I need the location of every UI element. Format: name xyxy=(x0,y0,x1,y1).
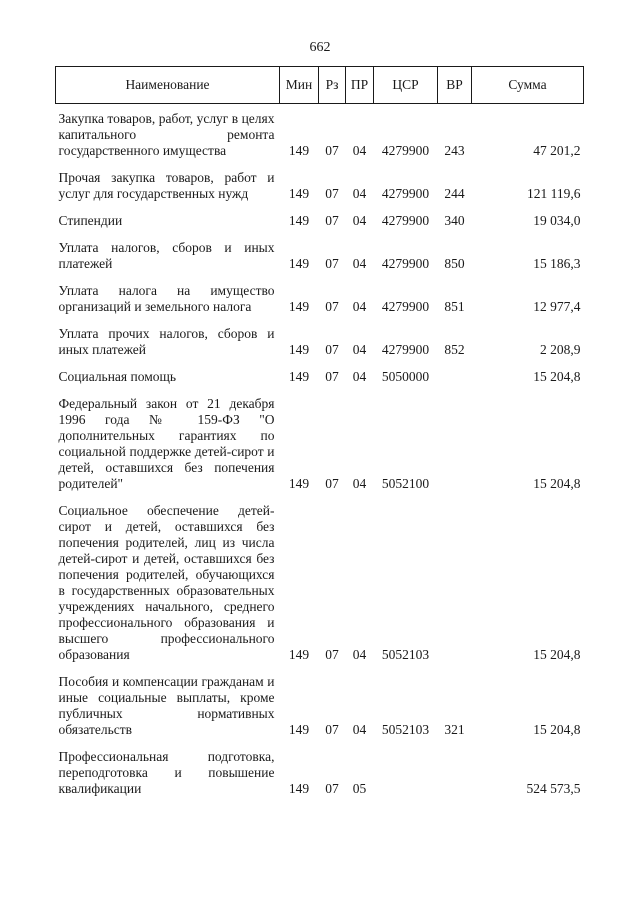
cell-sum: 2 208,9 xyxy=(540,342,581,357)
cell-name: Пособия и компенсации гражданам и иные социальные выплаты, кроме публичных нормативных обязательств xyxy=(58,674,275,737)
cell-sum: 19 034,0 xyxy=(533,213,581,228)
page-number: 662 xyxy=(309,40,331,55)
header-min: Мин xyxy=(280,67,319,104)
cell-rz: 07 xyxy=(325,647,339,662)
cell-vr: 851 xyxy=(444,299,465,314)
cell-rz: 07 xyxy=(325,369,339,384)
cell-sum: 15 204,8 xyxy=(533,369,581,384)
cell-csr: 5052103 xyxy=(381,647,430,662)
table-row xyxy=(56,319,584,362)
cell-name: Профессиональная подготовка, переподготовка и повышение квалификации xyxy=(58,749,275,796)
cell-pr: 04 xyxy=(352,256,367,271)
table-row xyxy=(56,276,584,319)
cell-min: 149 xyxy=(288,143,310,158)
cell-name: Социальное обеспечение детей-сирот и детей, оставшихся без попечения родителей, лиц из числа детей-сирот и детей, оставшихся без попечения родителей, обучающихся в государственных образовательных учреждениях начального, среднего профессионального образования и высшего профессионального образования xyxy=(58,503,275,662)
table-row xyxy=(56,362,584,389)
cell-pr: 04 xyxy=(352,342,367,357)
table-row xyxy=(56,667,584,742)
header-vr: ВР xyxy=(438,67,472,104)
cell-rz: 07 xyxy=(325,256,339,271)
cell-vr: 321 xyxy=(444,722,465,737)
cell-vr: 850 xyxy=(444,256,465,271)
cell-pr: 04 xyxy=(352,722,367,737)
cell-pr: 04 xyxy=(352,369,367,384)
table-row xyxy=(56,496,584,667)
cell-csr: 4279900 xyxy=(381,143,430,158)
cell-min: 149 xyxy=(288,342,310,357)
cell-pr: 04 xyxy=(352,647,367,662)
cell-rz: 07 xyxy=(325,476,339,491)
cell-vr: 340 xyxy=(444,213,465,228)
cell-csr: 4279900 xyxy=(381,342,430,357)
cell-pr: 04 xyxy=(352,186,367,201)
cell-vr xyxy=(438,389,472,496)
cell-sum: 15 204,8 xyxy=(533,722,581,737)
budget-table xyxy=(55,66,584,801)
cell-csr: 4279900 xyxy=(381,213,430,228)
header-sum: Сумма xyxy=(472,67,584,104)
cell-rz: 07 xyxy=(325,143,339,158)
cell-csr: 4279900 xyxy=(381,186,430,201)
cell-name: Стипендии xyxy=(58,213,123,228)
cell-vr xyxy=(438,362,472,389)
cell-csr: 5050000 xyxy=(381,369,430,384)
cell-min: 149 xyxy=(288,256,310,271)
cell-csr: 4279900 xyxy=(381,256,430,271)
cell-rz: 07 xyxy=(325,186,339,201)
table-row xyxy=(56,233,584,276)
cell-min: 149 xyxy=(288,186,310,201)
cell-pr: 04 xyxy=(352,476,367,491)
cell-sum: 121 119,6 xyxy=(527,186,581,201)
cell-name: Федеральный закон от 21 декабря 1996 года № 159-ФЗ "О дополнительных гарантиях по социальной поддержке детей-сирот и детей, оставшихся без попечения родителей" xyxy=(58,396,275,491)
cell-pr: 04 xyxy=(352,143,367,158)
cell-min: 149 xyxy=(288,781,310,796)
cell-sum: 15 204,8 xyxy=(533,476,581,491)
cell-vr: 243 xyxy=(444,143,465,158)
cell-sum: 15 204,8 xyxy=(533,647,581,662)
table-row xyxy=(56,104,584,164)
cell-pr: 04 xyxy=(352,299,367,314)
cell-rz: 07 xyxy=(325,781,339,796)
cell-name: Уплата налогов, сборов и иных платежей xyxy=(58,240,275,271)
cell-rz: 07 xyxy=(325,342,339,357)
cell-vr: 244 xyxy=(444,186,465,201)
cell-vr xyxy=(438,496,472,667)
header-csr: ЦСР xyxy=(374,67,438,104)
cell-min: 149 xyxy=(288,722,310,737)
table-row xyxy=(56,389,584,496)
header-pr: ПР xyxy=(346,67,374,104)
cell-name: Прочая закупка товаров, работ и услуг для государственных нужд xyxy=(58,170,275,201)
cell-vr xyxy=(438,742,472,801)
table-header-row xyxy=(56,67,584,104)
cell-rz: 07 xyxy=(325,299,339,314)
cell-min: 149 xyxy=(288,369,310,384)
cell-sum: 47 201,2 xyxy=(533,143,581,158)
cell-min: 149 xyxy=(288,299,310,314)
cell-vr: 852 xyxy=(444,342,465,357)
header-rz: Рз xyxy=(319,67,346,104)
cell-name: Уплата налога на имущество организаций и земельного налога xyxy=(58,283,275,314)
cell-csr: 5052100 xyxy=(381,476,430,491)
cell-name: Закупка товаров, работ, услуг в целях капитального ремонта государственного имущества xyxy=(58,111,275,158)
cell-name: Социальная помощь xyxy=(58,369,177,384)
cell-pr: 05 xyxy=(352,781,367,796)
header-name: Наименование xyxy=(56,67,280,104)
cell-csr xyxy=(374,742,438,801)
cell-min: 149 xyxy=(288,647,310,662)
cell-name: Уплата прочих налогов, сборов и иных платежей xyxy=(58,326,275,357)
cell-min: 149 xyxy=(288,476,310,491)
cell-rz: 07 xyxy=(325,213,339,228)
cell-rz: 07 xyxy=(325,722,339,737)
cell-pr: 04 xyxy=(352,213,367,228)
cell-sum: 524 573,5 xyxy=(526,781,581,796)
cell-csr: 5052103 xyxy=(381,722,430,737)
cell-sum: 12 977,4 xyxy=(533,299,581,314)
table-row xyxy=(56,163,584,206)
cell-csr: 4279900 xyxy=(381,299,430,314)
table-row xyxy=(56,206,584,233)
table-row xyxy=(56,742,584,801)
cell-min: 149 xyxy=(288,213,310,228)
cell-sum: 15 186,3 xyxy=(533,256,581,271)
